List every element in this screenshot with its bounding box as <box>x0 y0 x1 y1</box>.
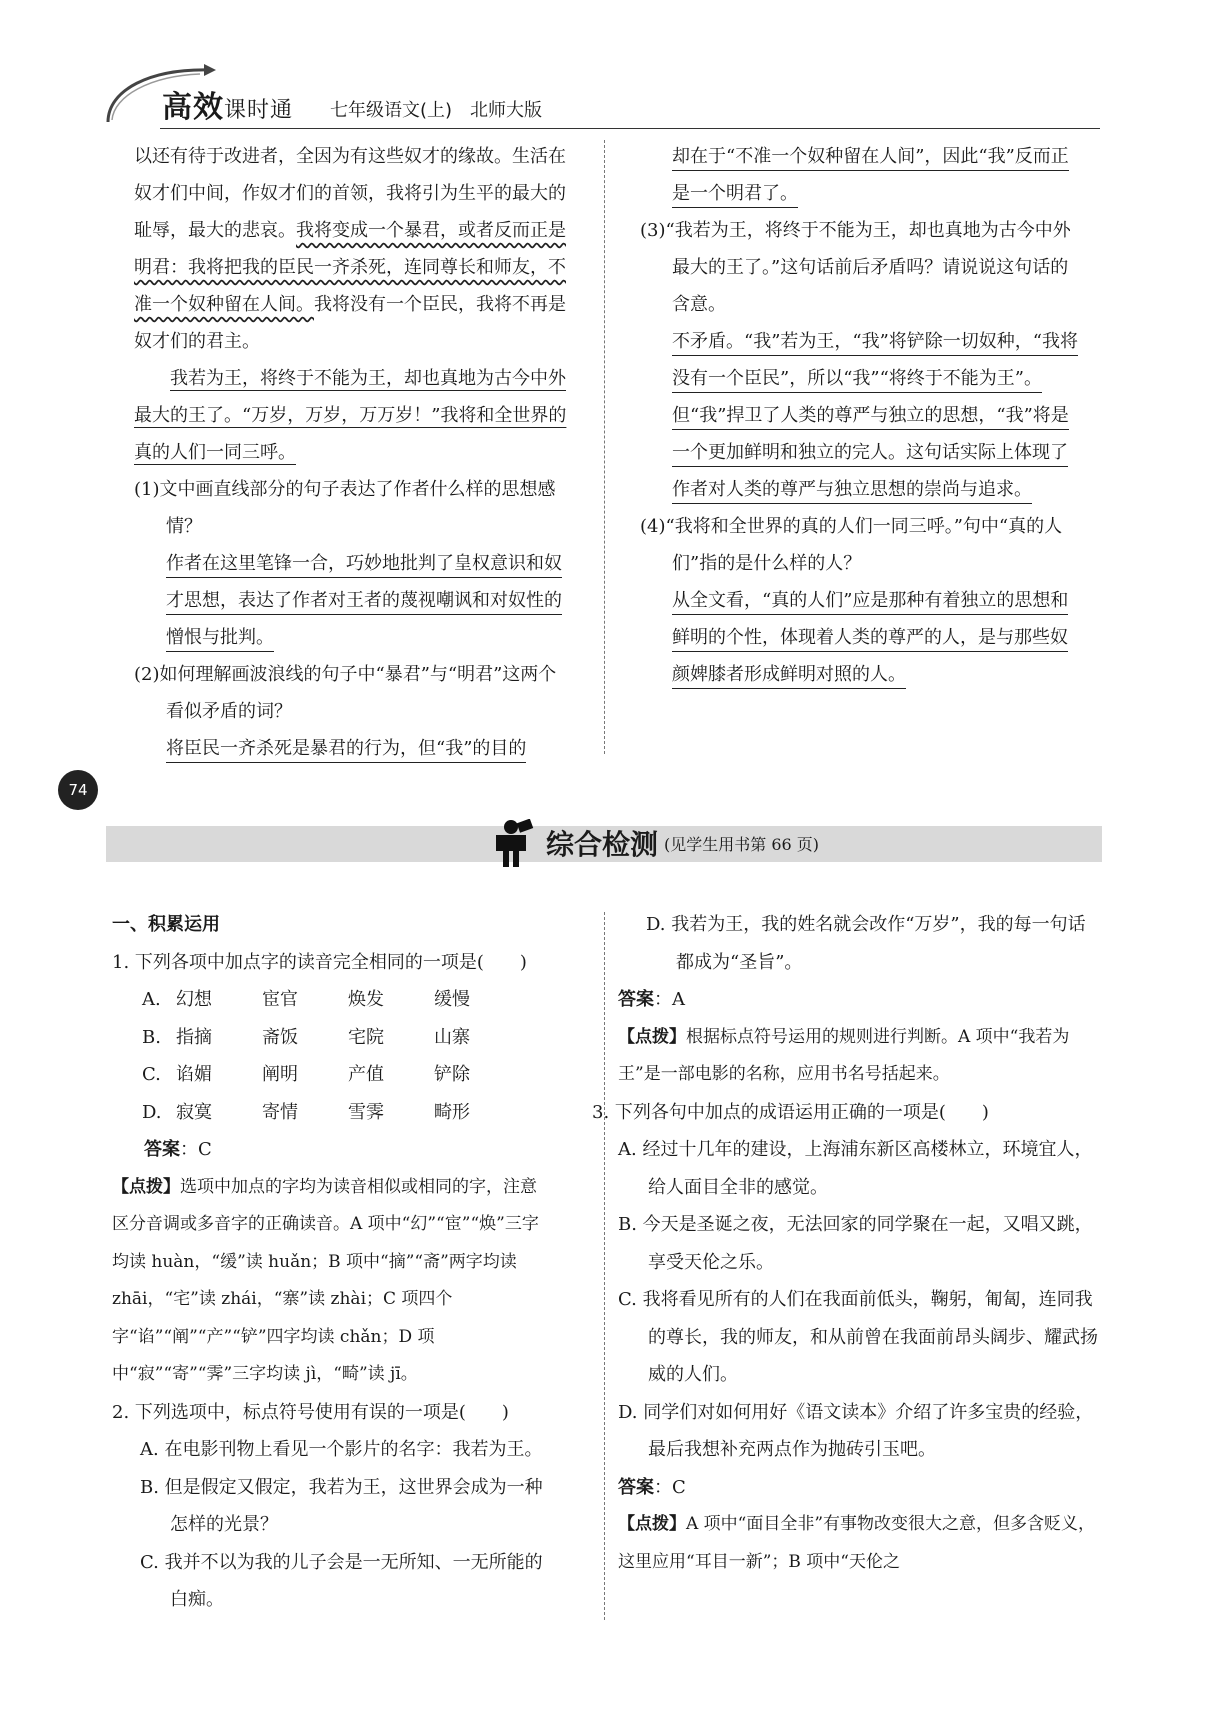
question-2: (2)如何理解画波浪线的句子中“暴君”与“明君”这两个看似矛盾的词？ <box>134 664 557 722</box>
section-subtitle: (见学生用书第 66 页) <box>664 834 820 854</box>
answer-2-continued: 却在于“不准一个奴种留在人间”，因此“我”反而正是一个明君了。 <box>640 138 1080 212</box>
question-2-option-b: B. 但是假定又假定，我若为王，这世界会成为一种怎样的光景？ <box>140 1476 543 1535</box>
answer-3: 不矛盾。“我”若为王，“我”将铲除一切奴种，“我将没有一个臣民”，所以“我”“将终于不能为王”。但“我”捍卫了人类的尊严与独立的思想，“我”将是一个更加鲜明和独立的完人。这句话实际上体现了作者对人类的尊严与独立思想的崇尚与追求。 <box>640 323 1080 508</box>
option-row-b: B. 指摘 斋饭 宅院 山寨 <box>142 1026 470 1048</box>
right-column-bottom <box>592 906 1102 1581</box>
column-divider-bottom <box>604 912 605 1620</box>
student-figure-icon <box>494 819 536 867</box>
question-3: (3)“我若为王，将终于不能为王，却也真地为古今中外最大的王了。”这句话前后矛盾吗？请说说这句话的含意。 <box>640 220 1071 315</box>
section-heading: 一、积累运用 <box>112 914 220 935</box>
line-underlined-sentence: 我若为王，将终于不能为王，却也真地为古今中外最大的王了。“万岁，万岁，万万岁！”我将和全世界的真的人们一同三呼。 <box>134 368 567 463</box>
option-row-a: A. 幻想 宦官 焕发 缓慢 <box>142 989 470 1010</box>
page-header <box>100 60 1100 130</box>
wavy-underlined-sentence: 我将变成一个暴君，或者反而正是明君：我将把我的臣民一齐杀死，连同尊长和师友，不准一个奴种留在人间。 <box>134 220 566 315</box>
question-1-answer: 答案：C <box>144 1139 212 1160</box>
question-2-option-a: A. 在电影刊物上看见一个影片的名字：我若为王。 <box>140 1439 543 1460</box>
right-column-top <box>640 138 1080 693</box>
answer-2: 将臣民一齐杀死是暴君的行为，但“我”的目的 <box>134 730 574 767</box>
question-1: (1)文中画直线部分的句子表达了作者什么样的思想感情？ <box>134 479 556 537</box>
question-2-option-d: D. 我若为王，我的姓名就会改作“万岁”，我的每一句话都成为“圣旨”。 <box>646 914 1086 973</box>
option-row-d: D. 寂寞 寄情 雪霁 畸形 <box>142 1101 470 1123</box>
passage-paragraph-2 <box>134 360 574 471</box>
question-3-option-d: D. 同学们对如何用好《语文读本》介绍了许多宝贵的经验，最后我想补充两点作为抛砖引玉吧。 <box>618 1401 1094 1460</box>
book-subtitle: 七年级语文(上) 北师大版 <box>330 100 543 121</box>
brand-title: 高效课时通 <box>162 90 294 125</box>
question-3-option-a: A. 经过十几年的建设，上海浦东新区高楼林立，环境宜人，给人面目全非的感觉。 <box>618 1139 1093 1198</box>
question-3-tip: 【点拨】A 项中“面目全非”有事物改变很大之意，但多含贬义，这里应用“耳目一新”；B 项中“天伦之 <box>618 1514 1096 1572</box>
page-number: 74 <box>58 770 98 810</box>
header-rule <box>160 128 1100 129</box>
section-band-title <box>494 818 819 868</box>
left-column-bottom <box>112 906 552 1619</box>
question-1-tip: 【点拨】选项中加点的字均为读音相似或相同的字，注意区分音调或多音字的正确读音。A 项中“幻”“宦”“焕”三字均读 huàn，“缓”读 huǎn；B 项中“摘”“斋”两字均读 zhāi，“宅”读 zhái，“寨”读 zhài；C 项四个字“谄”“阐”“产”“铲”四字均读 chǎn；D 项中“寂”“寄”“霁”三字均读 jì，“畸”读 jī。 <box>112 1176 539 1384</box>
answer-1: 作者在这里笔锋一合，巧妙地批判了皇权意识和奴才思想，表达了作者对王者的蔑视嘲讽和对奴性的憎恨与批判。 <box>134 545 574 656</box>
question-2-tip: 【点拨】根据标点符号运用的规则进行判断。A 项中“我若为王”是一部电影的名称，应用书名号括起来。 <box>618 1026 1070 1084</box>
question-3-option-b: B. 今天是圣诞之夜，无法回家的同学聚在一起，又唱又跳，享受天伦之乐。 <box>618 1214 1093 1273</box>
section-title: 综合检测 <box>546 828 659 861</box>
left-column-top <box>134 138 574 767</box>
passage-paragraph-1: 以还有待于改进者，全因为有这些奴才的缘故。生活在奴才们中间，作奴才们的首领，我将引为生平的最大的耻辱，最大的悲哀。我将变成一个暴君，或者反而正是明君：我将把我的臣民一齐杀死，连同尊长和师友，不准一个奴种留在人间。我将没有一个臣民，我将不再是奴才们的君主。 <box>134 146 566 352</box>
option-row-c: C. 谄媚 阐明 产值 铲除 <box>142 1064 470 1085</box>
question-2-stem: 2. 下列选项中，标点符号使用有误的一项是( ) <box>112 1401 509 1423</box>
question-3-stem: 3. 下列各句中加点的成语运用正确的一项是( ) <box>592 1101 989 1123</box>
question-2-option-c: C. 我并不以为我的儿子会是一无所知、一无所能的白痴。 <box>140 1551 543 1610</box>
question-4: (4)“我将和全世界的真的人们一同三呼。”句中“真的人们”指的是什么样的人？ <box>640 516 1063 574</box>
answer-4: 从全文看，“真的人们”应是那种有着独立的思想和鲜明的个性，体现着人类的尊严的人，是与那些奴颜婢膝者形成鲜明对照的人。 <box>640 582 1080 693</box>
question-2-answer: 答案：A <box>618 989 685 1010</box>
question-3-option-c: C. 我将看见所有的人们在我面前低头，鞠躬，匍匐，连同我的尊长，我的师友，和从前曾在我面前昂头阔步、耀武扬威的人们。 <box>618 1289 1098 1385</box>
question-1-stem: 1. 下列各项中加点字的读音完全相同的一项是( ) <box>112 951 527 973</box>
column-divider-top <box>604 140 605 754</box>
question-3-answer: 答案：C <box>618 1476 686 1498</box>
